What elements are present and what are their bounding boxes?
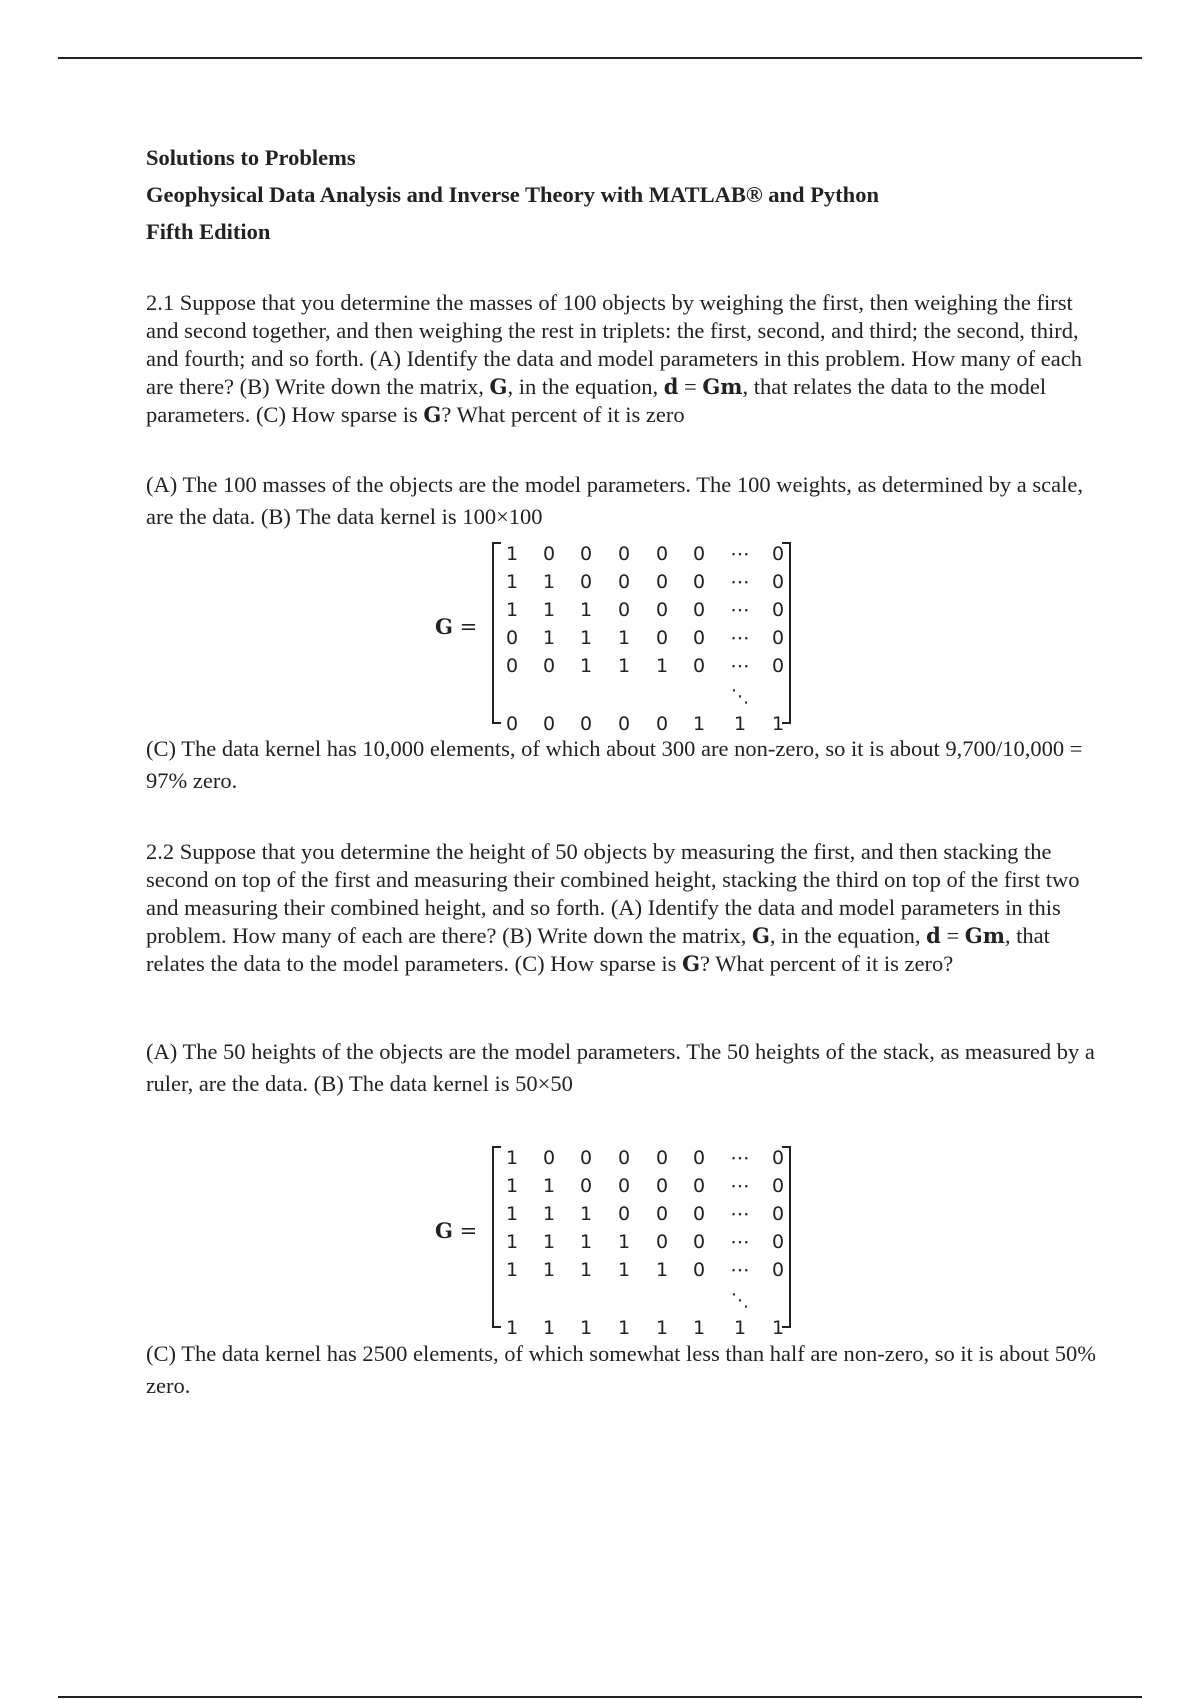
matrix-cell-r1-c5: 0 <box>655 543 669 565</box>
matrix-cell-r1-c6: 0 <box>692 1147 706 1169</box>
matrix-symbol-G: G <box>682 951 701 976</box>
matrix-cell-r5-c2: 0 <box>542 655 556 677</box>
matrix-cell-r6-c7: ⋱ <box>731 686 749 707</box>
problem-2-2-question: 2.2 Suppose that you determine the height of 50 objects by measuring the first, and then stacking the second on top of the first and measuring their combined height, stacking the third on top of the first two and measuring their combined height, and so forth. (A) Identify the data and model parameters in this problem. How many of each are there? (B) Write down the matrix, G, in the equation, d = Gm, that relates the data to the model parameters. (C) How sparse is G? What percent of it is zero? <box>146 839 1080 976</box>
matrix-cell-r7-c8: 1 <box>771 713 785 735</box>
matrix-cell-r3-c3: 1 <box>579 1203 593 1225</box>
document-header <box>146 146 1096 257</box>
vector-symbol-d: d <box>926 923 941 948</box>
matrix-cell-r3-c6: 0 <box>692 599 706 621</box>
matrix-cell-r3-c1: 1 <box>505 1203 519 1225</box>
matrix-cell-r4-c6: 0 <box>692 627 706 649</box>
matrix-cell-r2-c7: ⋯ <box>730 571 750 593</box>
matrix-cell-r2-c1: 1 <box>505 571 519 593</box>
matrix-cell-r3-c8: 0 <box>771 1203 785 1225</box>
matrix-cell-r2-c2: 1 <box>542 1175 556 1197</box>
problem-2-1-answer-c: (C) The data kernel has 10,000 elements, of which about 300 are non-zero, so it is about 9,700/10,000 = 97% zero. <box>146 736 1083 793</box>
matrix-cell-r4-c8: 0 <box>771 627 785 649</box>
matrix-cell-r1-c5: 0 <box>655 1147 669 1169</box>
matrix-cell-r4-c6: 0 <box>692 1231 706 1253</box>
header-book-title: Geophysical Data Analysis and Inverse Theory with MATLAB® and Python <box>146 182 879 207</box>
matrix-cell-r5-c5: 1 <box>655 655 669 677</box>
matrix-cell-r3-c2: 1 <box>542 1203 556 1225</box>
matrix-cell-r1-c6: 0 <box>692 543 706 565</box>
matrix-cell-r2-c6: 0 <box>692 1175 706 1197</box>
matrix-cell-r2-c4: 0 <box>617 1175 631 1197</box>
matrix-symbol-G: G <box>489 374 508 399</box>
matrix-cell-r1-c7: ⋯ <box>730 543 750 565</box>
matrix-cell-r3-c3: 1 <box>579 599 593 621</box>
matrix-cell-r7-c2: 0 <box>542 713 556 735</box>
matrix-cell-r2-c7: ⋯ <box>730 1175 750 1197</box>
matrix-cell-r1-c2: 0 <box>542 543 556 565</box>
matrix-cell-r2-c3: 0 <box>579 571 593 593</box>
matrix-cell-r4-c5: 0 <box>655 627 669 649</box>
header-title: Solutions to Problems <box>146 145 356 170</box>
matrix-cell-r2-c2: 1 <box>542 571 556 593</box>
matrix-cell-r5-c1: 0 <box>505 655 519 677</box>
matrix-cell-r7-c7: 1 <box>733 1317 747 1339</box>
matrix-cell-r1-c3: 0 <box>579 1147 593 1169</box>
matrix-cell-r7-c3: 1 <box>579 1317 593 1339</box>
matrix-cell-r5-c2: 1 <box>542 1259 556 1281</box>
matrix-cell-r3-c4: 0 <box>617 1203 631 1225</box>
matrix-cell-r2-c1: 1 <box>505 1175 519 1197</box>
matrix-label: G = <box>435 1218 478 1243</box>
matrix-cell-r4-c2: 1 <box>542 627 556 649</box>
matrix-cell-r7-c8: 1 <box>771 1317 785 1339</box>
matrix-cell-r4-c8: 0 <box>771 1231 785 1253</box>
matrix-cell-r5-c1: 1 <box>505 1259 519 1281</box>
vector-symbol-d: d <box>663 374 679 399</box>
matrix-cell-r5-c3: 1 <box>579 655 593 677</box>
matrix-cell-r2-c8: 0 <box>771 1175 785 1197</box>
problem-2-1-answer-ab: (A) The 100 masses of the objects are the model parameters. The 100 weights, as determined by a scale, are the data. (B) The data kernel is 100×100 <box>146 472 1083 529</box>
matrix-cell-r7-c2: 1 <box>542 1317 556 1339</box>
matrix-cell-r1-c8: 0 <box>771 543 785 565</box>
matrix-cell-r4-c2: 1 <box>542 1231 556 1253</box>
matrix-cell-r5-c3: 1 <box>579 1259 593 1281</box>
matrix-cell-r2-c8: 0 <box>771 571 785 593</box>
matrix-cell-r4-c1: 0 <box>505 627 519 649</box>
matrix-symbol-G: G <box>751 923 770 948</box>
matrix-cell-r7-c1: 0 <box>505 713 519 735</box>
matrix-cell-r1-c7: ⋯ <box>730 1147 750 1169</box>
matrix-cell-r1-c3: 0 <box>579 543 593 565</box>
matrix-cell-r5-c7: ⋯ <box>730 655 750 677</box>
header-edition: Fifth Edition <box>146 219 271 244</box>
matrix-cell-r7-c6: 1 <box>692 713 706 735</box>
matrix-cell-r5-c6: 0 <box>692 655 706 677</box>
problem-2-2-answer-c: (C) The data kernel has 2500 elements, of which somewhat less than half are non-zero, so it is about 50% zero. <box>146 1341 1096 1398</box>
matrix-cell-r7-c3: 0 <box>579 713 593 735</box>
symbol-Gm: Gm <box>964 923 1005 948</box>
matrix-cell-r7-c5: 0 <box>655 713 669 735</box>
problem-2-1-matrix-equation <box>435 538 795 735</box>
matrix-cell-r7-c4: 0 <box>617 713 631 735</box>
problem-2-2-matrix-equation <box>435 1142 795 1339</box>
matrix-cell-r4-c7: ⋯ <box>730 627 750 649</box>
matrix-cell-r2-c6: 0 <box>692 571 706 593</box>
matrix-cell-r7-c4: 1 <box>617 1317 631 1339</box>
matrix-cell-r7-c1: 1 <box>505 1317 519 1339</box>
matrix-cell-r5-c4: 1 <box>617 655 631 677</box>
matrix-cell-r5-c7: ⋯ <box>730 1259 750 1281</box>
matrix-cell-r3-c7: ⋯ <box>730 599 750 621</box>
matrix-cell-r4-c3: 1 <box>579 627 593 649</box>
matrix-cell-r5-c8: 0 <box>771 1259 785 1281</box>
problem-2-1-question: 2.1 Suppose that you determine the masses of 100 objects by weighing the first, then weighing the first and second together, and then weighing the rest in triplets: the first, second, and third; the second, third, and fourth; and so forth. (A) Identify the data and model parameters in this problem. How many of each are there? (B) Write down the matrix, G, in the equation, d = Gm, that relates the data to the model parameters. (C) How sparse is G? What percent of it is zero <box>146 290 1082 427</box>
matrix-cell-r3-c7: ⋯ <box>730 1203 750 1225</box>
matrix-cell-r1-c2: 0 <box>542 1147 556 1169</box>
matrix-cell-r7-c5: 1 <box>655 1317 669 1339</box>
matrix-cell-r5-c5: 1 <box>655 1259 669 1281</box>
matrix-cell-r2-c5: 0 <box>655 1175 669 1197</box>
matrix-label: G = <box>435 614 478 639</box>
matrix-cell-r3-c8: 0 <box>771 599 785 621</box>
symbol-Gm: Gm <box>702 374 743 399</box>
matrix-cell-r4-c4: 1 <box>617 627 631 649</box>
problem-2-2-answer-ab: (A) The 50 heights of the objects are the model parameters. The 50 heights of the stack, as measured by a ruler, are the data. (B) The data kernel is 50×50 <box>146 1039 1095 1096</box>
matrix-cell-r1-c4: 0 <box>617 1147 631 1169</box>
matrix-cell-r3-c2: 1 <box>542 599 556 621</box>
matrix-cell-r1-c1: 1 <box>505 1147 519 1169</box>
top-rule <box>58 57 1142 59</box>
matrix-cell-r7-c6: 1 <box>692 1317 706 1339</box>
matrix-cell-r2-c3: 0 <box>579 1175 593 1197</box>
matrix-cell-r4-c7: ⋯ <box>730 1231 750 1253</box>
matrix-cell-r2-c4: 0 <box>617 571 631 593</box>
matrix-cell-r2-c5: 0 <box>655 571 669 593</box>
matrix-cell-r4-c4: 1 <box>617 1231 631 1253</box>
matrix-cell-r1-c4: 0 <box>617 543 631 565</box>
matrix-cell-r4-c1: 1 <box>505 1231 519 1253</box>
matrix-cell-r3-c5: 0 <box>655 599 669 621</box>
matrix-cell-r3-c4: 0 <box>617 599 631 621</box>
matrix-cell-r4-c3: 1 <box>579 1231 593 1253</box>
matrix-cell-r1-c8: 0 <box>771 1147 785 1169</box>
matrix-cell-r3-c6: 0 <box>692 1203 706 1225</box>
matrix-cell-r5-c6: 0 <box>692 1259 706 1281</box>
matrix-cell-r5-c8: 0 <box>771 655 785 677</box>
matrix-cell-r3-c1: 1 <box>505 599 519 621</box>
matrix-cell-r4-c5: 0 <box>655 1231 669 1253</box>
matrix-symbol-G: G <box>423 402 442 427</box>
bottom-rule <box>58 1696 1142 1698</box>
matrix-cell-r5-c4: 1 <box>617 1259 631 1281</box>
matrix-cell-r6-c7: ⋱ <box>731 1290 749 1311</box>
matrix-cell-r7-c7: 1 <box>733 713 747 735</box>
matrix-cell-r1-c1: 1 <box>505 543 519 565</box>
matrix-cell-r3-c5: 0 <box>655 1203 669 1225</box>
